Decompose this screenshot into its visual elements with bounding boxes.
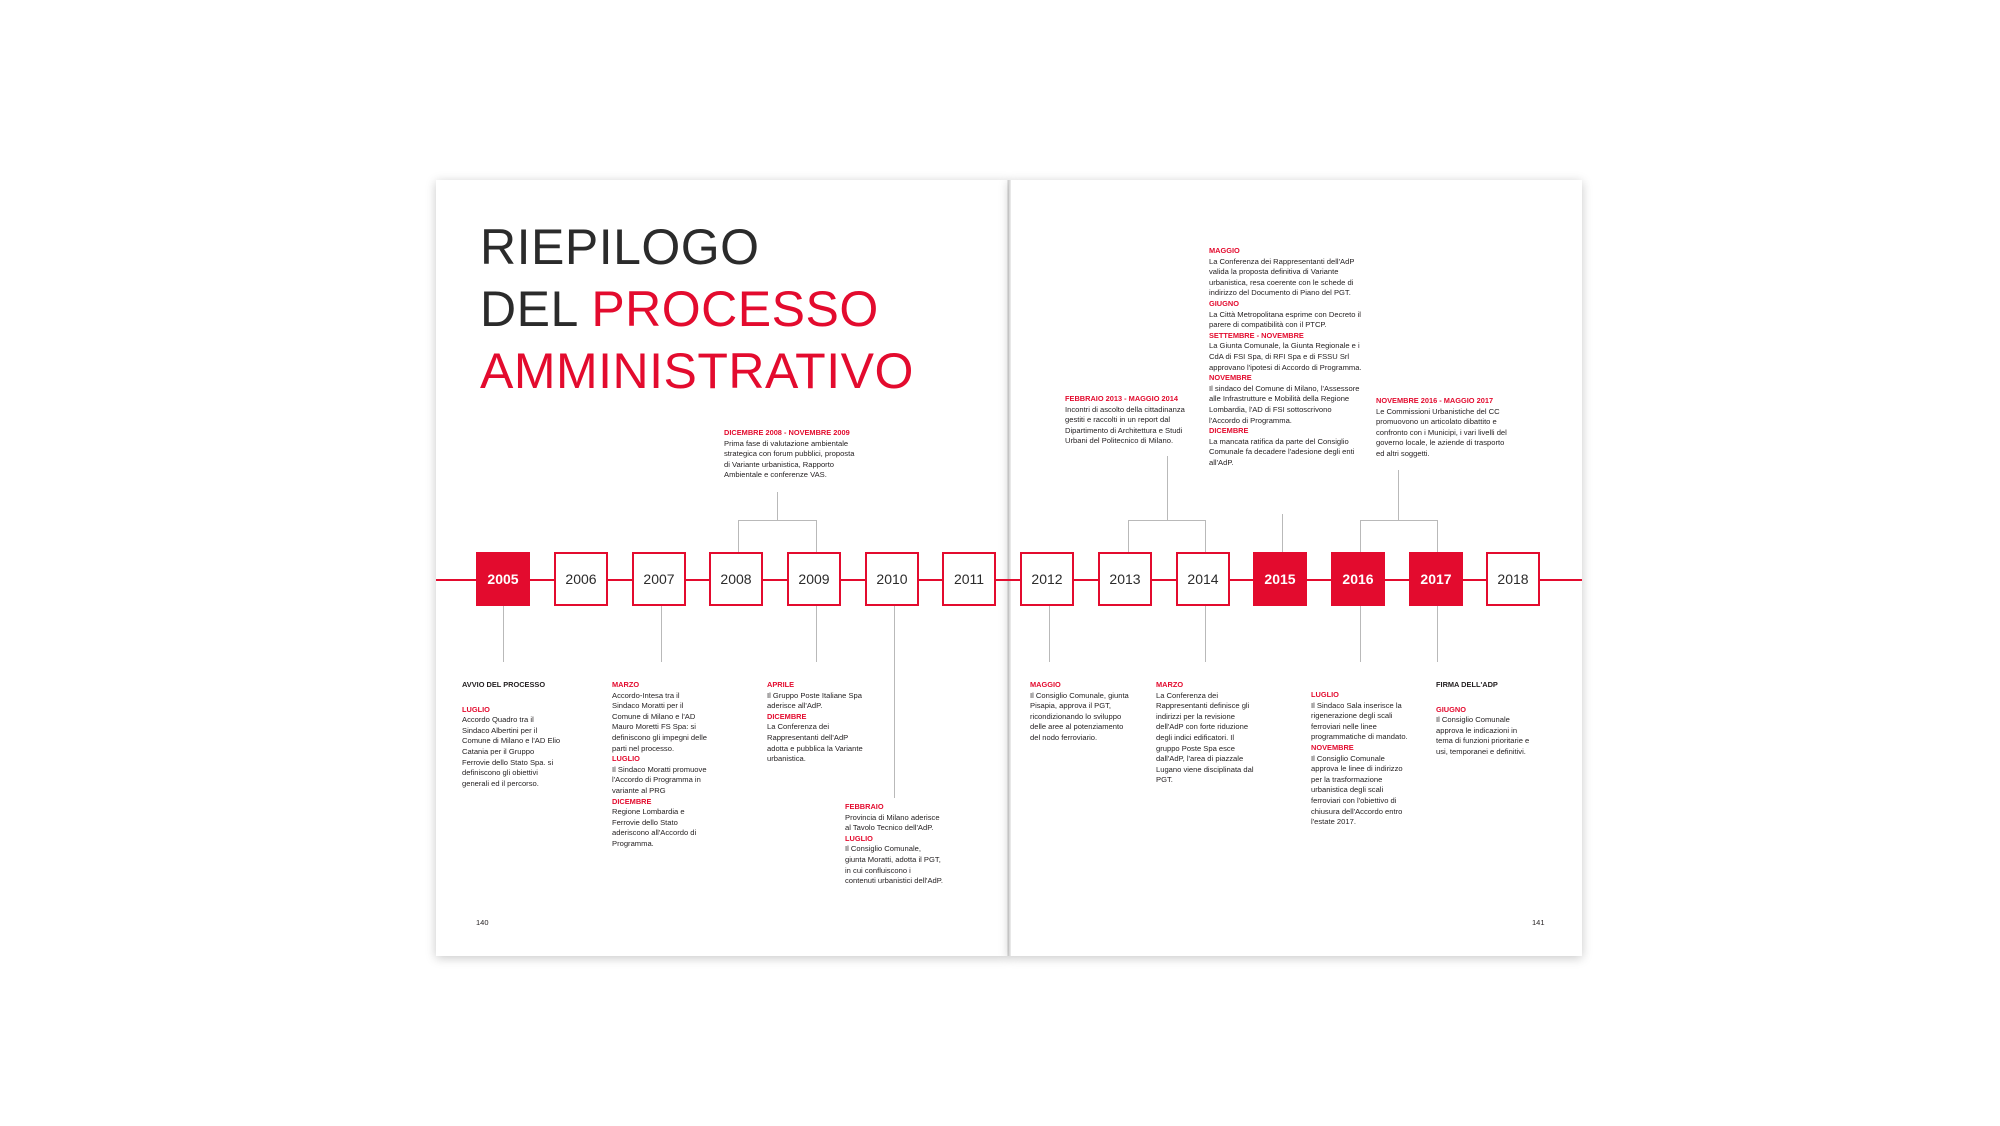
bracket-2013-2014: [1128, 520, 1206, 521]
note-2017: [1436, 680, 1536, 758]
note-2009-text-1: Il Gruppo Poste Italiane Spa aderisce all'AdP.: [767, 690, 862, 711]
note-2015: [1209, 246, 1363, 468]
note-2007-label-3: DICEMBRE: [612, 796, 652, 806]
page-number-right: 141: [1532, 918, 1545, 927]
note-2007-text-3: Regione Lombardia e Ferrovie dello Stato aderiscono all'Accordo di Programma.: [612, 807, 697, 848]
note-2007: [612, 680, 708, 850]
connector-2016: [1360, 606, 1361, 662]
note-2010-text-2: Il Consiglio Comunale, giunta Moratti, adotta il PGT, in cui confluiscono i contenuti urbanistici dell'AdP.: [845, 844, 943, 886]
connector-2012: [1049, 606, 1050, 662]
year-2006: 2006: [554, 552, 608, 606]
note-2005: [462, 680, 562, 789]
note-2014-text: La Conferenza dei Rappresentanti definisce gli indirizzi per la revisione dell'AdP con forte riduzione degli indici edificatori. Il gruppo Poste Spa esce dall'AdP, l'area di piazzale Lugano viene disciplinata dal PGT.: [1156, 690, 1254, 785]
note-2015-text-3: La Giunta Comunale, la Giunta Regionale e i CdA di FSI Spa, di RFI Spa e di FSSU Srl approvano l'ipotesi di Accordo di Programma.: [1209, 341, 1362, 372]
note-2016-text-2: Il Consiglio Comunale approva le linee di indirizzo per la trasformazione urbanistica degli scali ferroviari con l'obiettivo di chiusura dell'Accordo entro l'estate 2017.: [1311, 753, 1403, 827]
connector-2017-up: [1437, 520, 1438, 552]
connector-2008-up: [738, 520, 739, 552]
note-2016-label-2: NOVEMBRE: [1311, 742, 1354, 752]
bracket-2016-2017: [1360, 520, 1438, 521]
note-2015-text-4: Il sindaco del Comune di Milano, l'Assessore alle Infrastrutture e Mobilità della Regione Lombardia, l'AD di FSI sottoscrivono l'Accordo di Programma.: [1209, 383, 1360, 425]
note-2007-label-1: MARZO: [612, 680, 640, 689]
note-2016-label-1: LUGLIO: [1311, 690, 1339, 699]
year-2014: 2014: [1176, 552, 1230, 606]
year-2009: 2009: [787, 552, 841, 606]
connector-2007: [661, 606, 662, 662]
note-2009-label-1: APRILE: [767, 680, 795, 689]
note-2010-label-2: LUGLIO: [845, 833, 873, 843]
note-2017-head: FIRMA DELL'ADP: [1436, 680, 1498, 689]
note-2015-text-1: La Conferenza dei Rappresentanti dell'AdP valida la proposta definitiva di Variante urbanistica, resa coerente con le schede di indirizzo del Documento di Piano del PGT.: [1209, 256, 1355, 298]
note-2013: [1065, 394, 1193, 447]
year-2017: 2017: [1409, 552, 1463, 606]
note-2009-text-2: La Conferenza dei Rappresentanti dell'AdP adotta e pubblica la Variante urbanistica.: [767, 722, 863, 764]
connector-2009-up: [816, 520, 817, 552]
title-line-2: [480, 278, 914, 340]
note-2013-label: FEBBRAIO 2013 - MAGGIO 2014: [1065, 394, 1178, 403]
year-2011: 2011: [942, 552, 996, 606]
year-2013: 2013: [1098, 552, 1152, 606]
note-2015-label-2: GIUGNO: [1209, 298, 1239, 308]
year-2016: 2016: [1331, 552, 1385, 606]
year-2007: 2007: [632, 552, 686, 606]
note-2008-text: Prima fase di valutazione ambientale strategica con forum pubblici, proposta di Variante urbanistica, Rapporto Ambientale e conferenze VAS.: [724, 438, 855, 480]
note-2010-label-1: FEBBRAIO: [845, 802, 884, 811]
note-2017-label: GIUGNO: [1436, 704, 1466, 714]
note-2005-head: AVVIO DEL PROCESSO: [462, 680, 546, 689]
note-2009-label-2: DICEMBRE: [767, 711, 807, 721]
note-2016-text-1: Il Sindaco Sala inserisce la rigenerazione degli scali ferroviari nelle linee programmatiche di mandato.: [1311, 700, 1408, 742]
book-spread: [436, 180, 1582, 956]
note-2007-text-1: Accordo-Intesa tra il Sindaco Moratti per il Comune di Milano e l'AD Mauro Moretti FS Spa: si definiscono gli impegni delle parti nel processo.: [612, 690, 707, 753]
note-2015-label-1: MAGGIO: [1209, 246, 1240, 255]
note-2017-text: Il Consiglio Comunale approva le indicazioni in tema di funzioni prioritarie e usi, temporanei e definitivi.: [1436, 715, 1530, 756]
connector-2010: [894, 606, 895, 798]
note-2016-top: [1376, 396, 1510, 460]
connector-2014: [1205, 606, 1206, 662]
note-2012-text: Il Consiglio Comunale, giunta Pisapia, approva il PGT, ricondizionando lo sviluppo delle aree al potenziamento del nodo ferroviario.: [1030, 690, 1129, 742]
book-gutter: [1007, 180, 1011, 956]
year-2012: 2012: [1020, 552, 1074, 606]
note-2015-label-4: NOVEMBRE: [1209, 373, 1252, 383]
bracket-2008-2009-stem: [777, 492, 778, 520]
connector-2013-up: [1128, 520, 1129, 552]
year-2018: 2018: [1486, 552, 1540, 606]
title-line-3: AMMINISTRATIVO: [480, 343, 914, 399]
note-2007-text-2: Il Sindaco Moratti promuove l'Accordo di Programma in variante al PRG: [612, 764, 707, 795]
note-2012-label: MAGGIO: [1030, 680, 1061, 689]
connector-2005: [503, 606, 504, 662]
page-number-left: 140: [476, 918, 489, 927]
note-2015-label-3: SETTEMBRE - NOVEMBRE: [1209, 330, 1304, 340]
note-2015-text-5: La mancata ratifica da parte del Consiglio Comunale fa decadere l'adesione degli enti all'AdP.: [1209, 436, 1355, 467]
note-2016-top-label: NOVEMBRE 2016 - MAGGIO 2017: [1376, 396, 1494, 405]
year-2008: 2008: [709, 552, 763, 606]
note-2005-label: LUGLIO: [462, 704, 490, 714]
connector-2017: [1437, 606, 1438, 662]
connector-2015-up: [1282, 514, 1283, 552]
title-line-2a: DEL: [480, 281, 592, 337]
year-2015: 2015: [1253, 552, 1307, 606]
note-2008-label: DICEMBRE 2008 - NOVEMBRE 2009: [724, 428, 850, 437]
note-2010-text-1: Provincia di Milano aderisce al Tavolo Tecnico dell'AdP.: [845, 812, 940, 833]
bracket-2016-2017-stem: [1398, 470, 1399, 520]
note-2014-label: MARZO: [1156, 680, 1184, 689]
note-2016-top-text: Le Commissioni Urbanistiche del CC promuovono un articolato dibattito e confronto con i Municipi, i vari livelli del governo locale, le aziende di trasporto ed altri soggetti.: [1376, 406, 1507, 458]
connector-2009: [816, 606, 817, 662]
note-2010: [845, 802, 943, 887]
note-2012: [1030, 680, 1130, 744]
page-title: [480, 216, 914, 402]
year-2005: 2005: [476, 552, 530, 606]
note-2014: [1156, 680, 1254, 786]
bracket-2013-2014-stem: [1167, 456, 1168, 520]
note-2015-text-2: La Città Metropolitana esprime con Decreto il parere di compatibilità con il PTCP.: [1209, 309, 1361, 330]
note-2007-label-2: LUGLIO: [612, 754, 640, 764]
note-2015-label-5: DICEMBRE: [1209, 426, 1249, 436]
note-2005-text: Accordo Quadro tra il Sindaco Albertini per il Comune di Milano e l'AD Elio Catania per il Gruppo Ferrovie dello Stato Spa. si definiscono gli obiettivi generali ed il percorso.: [462, 715, 561, 788]
title-line-2b: PROCESSO: [591, 281, 879, 337]
bracket-2008-2009: [738, 520, 817, 521]
note-2008: [724, 428, 862, 481]
note-2016: [1311, 690, 1409, 828]
note-2013-text: Incontri di ascolto della cittadinanza gestiti e raccolti in un report dal Dipartimento di Architettura e Studi Urbani del Politecnico di Milano.: [1065, 404, 1185, 446]
note-2009: [767, 680, 865, 765]
connector-2016-up: [1360, 520, 1361, 552]
year-2010: 2010: [865, 552, 919, 606]
title-line-1: RIEPILOGO: [480, 219, 760, 275]
connector-2014-up: [1205, 520, 1206, 552]
